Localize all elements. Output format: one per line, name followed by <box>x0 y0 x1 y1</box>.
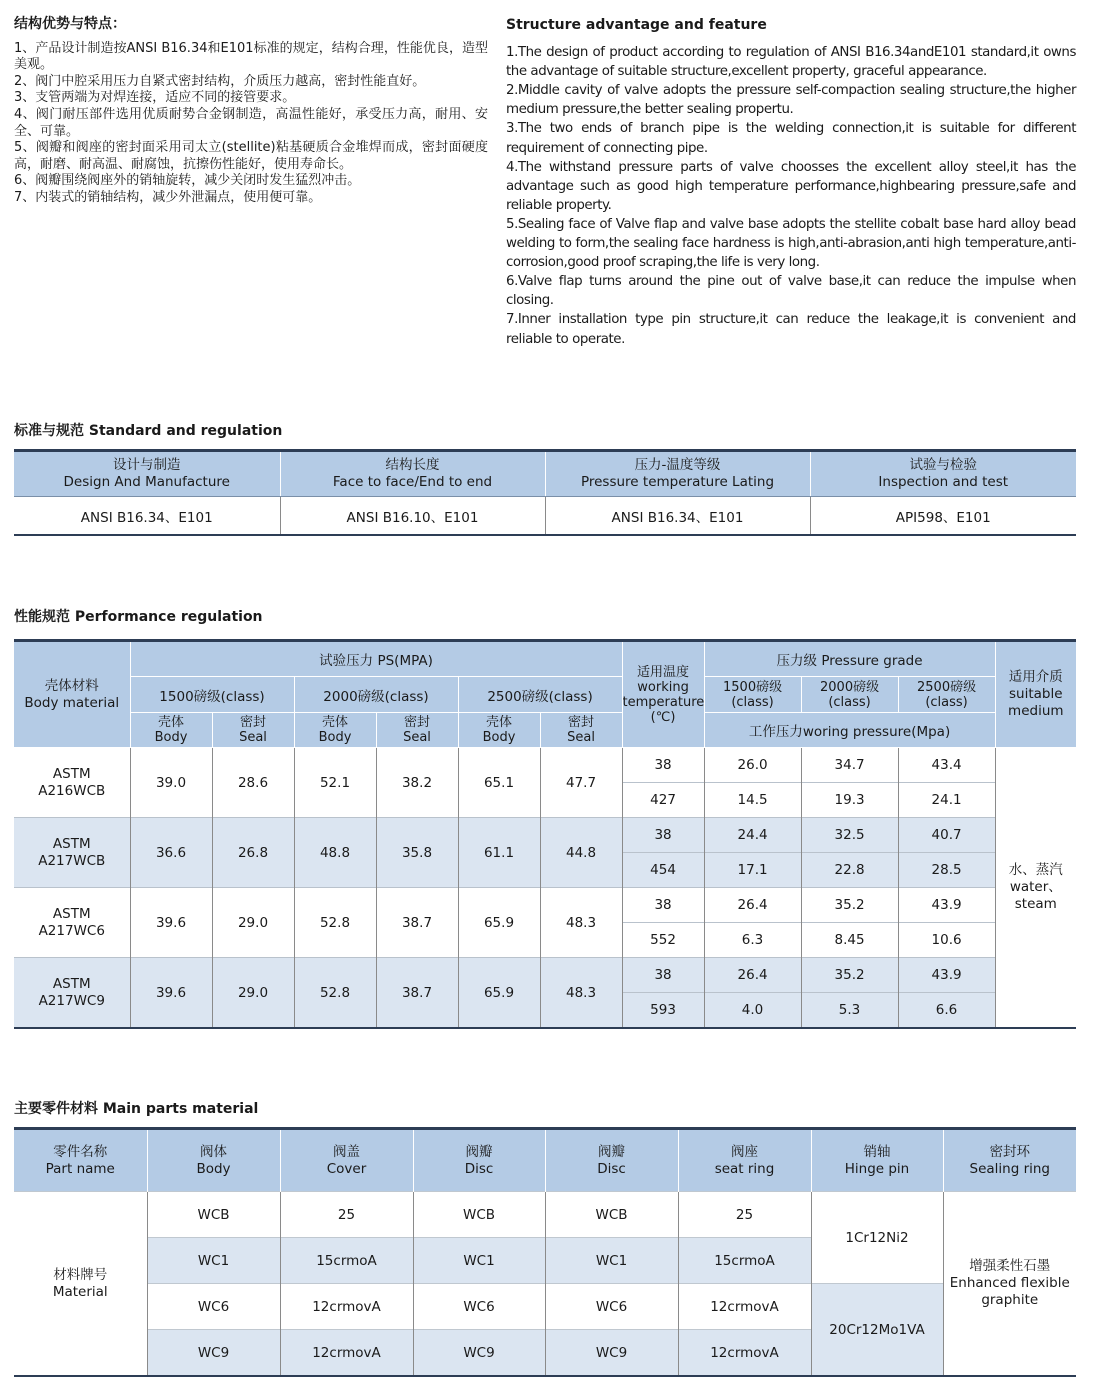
test-value: 39.6 <box>130 888 212 958</box>
pressure-value: 10.6 <box>898 923 995 958</box>
body-material-header: 壳体材料 Body material <box>14 641 130 748</box>
feature-cn-item: 4、阀门耐压部件选用优质耐势合金钢制造，高温性能好，承受压力高，耐用、安全、可靠。 <box>14 106 488 139</box>
feature-en-item: 1.The design of product according to regulation of ANSI B16.34andE101 standard,it owns the advantage of suitable structure,excellent property, graceful appearance. <box>506 45 1076 80</box>
temp-value: 454 <box>622 853 704 888</box>
standard-header-cell: 设计与制造 Design And Manufacture <box>14 451 280 497</box>
test-value: 48.8 <box>294 818 376 888</box>
test-value: 48.3 <box>540 888 622 958</box>
seal-subheader: 密封 Seal <box>540 713 622 748</box>
parts-value: WC6 <box>147 1284 280 1330</box>
pressure-value: 17.1 <box>704 853 801 888</box>
parts-header-cell: 零件名称 Part name <box>45 1143 115 1177</box>
temp-value: 427 <box>622 783 704 818</box>
feature-cn-item: 7、内装式的销轴结构，减少外泄漏点，使用便可靠。 <box>14 189 322 205</box>
parts-value: WC1 <box>545 1238 678 1284</box>
performance-table <box>14 639 1076 1029</box>
features-en <box>506 16 1076 349</box>
standard-value-row <box>14 497 1076 536</box>
temp-value: 38 <box>622 958 704 993</box>
pressure-value: 26.0 <box>704 748 801 783</box>
pressure-value: 24.1 <box>898 783 995 818</box>
sealing-ring-cell: 增强柔性石墨 Enhanced flexible graphite <box>943 1192 1076 1377</box>
feature-en-item: 3.The two ends of branch pipe is the welding connection,it is suitable for different requirement of connecting pipe. <box>506 121 1076 156</box>
body-subheader: 壳体 Body <box>130 713 212 748</box>
standard-header-cell: 压力-温度等级 Pressure temperature Lating <box>545 451 810 497</box>
material-cell: ASTM A217WCB <box>14 818 130 888</box>
seal-subheader: 密封 Seal <box>212 713 294 748</box>
parts-value: 12crmovA <box>280 1284 413 1330</box>
pressure-value: 5.3 <box>801 993 898 1029</box>
parts-value: 12crmovA <box>678 1284 811 1330</box>
test-value: 65.9 <box>458 888 540 958</box>
test-value: 36.6 <box>130 818 212 888</box>
pressure-value: 8.45 <box>801 923 898 958</box>
medium-cell: 水、蒸汽 water、 steam <box>995 748 1076 1029</box>
temp-value: 38 <box>622 888 704 923</box>
pressure-value: 4.0 <box>704 993 801 1029</box>
parts-value: 12crmovA <box>678 1330 811 1377</box>
test-value: 38.2 <box>376 748 458 818</box>
parts-value: WC6 <box>545 1284 678 1330</box>
test-value: 52.1 <box>294 748 376 818</box>
temp-value: 552 <box>622 923 704 958</box>
feature-cn-item: 2、阀门中腔采用压力自紧式密封结构，介质压力越高，密封性能直好。 <box>14 73 426 89</box>
material-cell: ASTM A216WCB <box>14 748 130 818</box>
standard-header-cell: 结构长度 Face to face/End to end <box>280 451 545 497</box>
material-label-cell: 材料牌号 Material <box>14 1192 147 1377</box>
test-value: 44.8 <box>540 818 622 888</box>
parts-value: 25 <box>678 1192 811 1238</box>
body-subheader: 壳体 Body <box>458 713 540 748</box>
class-header: 2000磅级(class) <box>294 677 458 713</box>
pressure-value: 43.9 <box>898 888 995 923</box>
pressure-value: 6.3 <box>704 923 801 958</box>
parts-header-cell: 阀瓣 Disc <box>413 1129 545 1192</box>
parts-value: 25 <box>280 1192 413 1238</box>
parts-section-title: 主要零件材料 Main parts material <box>14 1101 259 1117</box>
test-value: 61.1 <box>458 818 540 888</box>
standard-header-cell: 试验与检验 Inspection and test <box>810 451 1076 497</box>
parts-value: 15crmoA <box>678 1238 811 1284</box>
parts-table <box>14 1127 1076 1377</box>
test-value: 39.6 <box>130 958 212 1029</box>
standard-value-cell: ANSI B16.34、E101 <box>545 497 810 536</box>
parts-value: WC1 <box>147 1238 280 1284</box>
feature-cn-item: 5、阀瓣和阀座的密封面采用司太立(stellite)粘基硬质合金堆焊而成，密封面硬度高，耐磨、耐高温、耐腐蚀，抗擦伤性能好，使用寿命长。 <box>14 140 488 172</box>
pressure-value: 34.7 <box>801 748 898 783</box>
standard-header-row <box>14 451 1076 497</box>
material-cell: ASTM A217WC6 <box>14 888 130 958</box>
parts-value: WCB <box>545 1192 678 1238</box>
pressure-value: 40.7 <box>898 818 995 853</box>
body-subheader: 壳体 Body <box>294 713 376 748</box>
working-pressure-header: 工作压力woring pressure(Mpa) <box>704 713 995 748</box>
parts-value: WCB <box>413 1192 545 1238</box>
test-value: 65.1 <box>458 748 540 818</box>
pressure-grade-header: 压力级 Pressure grade <box>704 641 995 677</box>
class-header: 1500磅级(class) <box>130 677 294 713</box>
test-value: 52.8 <box>294 888 376 958</box>
parts-value: WCB <box>147 1192 280 1238</box>
hinge-pin-cell: 1Cr12Ni2 <box>811 1192 943 1284</box>
parts-value: 12crmovA <box>280 1330 413 1377</box>
parts-value: WC6 <box>413 1284 545 1330</box>
features-cn <box>14 16 488 207</box>
performance-header-row <box>14 713 1076 748</box>
parts-value: 15crmoA <box>280 1238 413 1284</box>
feature-en-item: 4.The withstand pressure parts of valve choosses the excellent alloy steel,it has the advantage such as good high temperature performance,highbearing pressure,safe and reliable property. <box>506 159 1076 213</box>
pressure-value: 35.2 <box>801 958 898 993</box>
pressure-value: 6.6 <box>898 993 995 1029</box>
feature-cn-item: 1、产品设计制造按ANSI B16.34和E101标准的规定，结构合理，性能优良，造型美观。 <box>14 40 488 73</box>
feature-cn-item: 3、支管两端为对焊连接，适应不同的接管要求。 <box>14 90 296 106</box>
test-value: 65.9 <box>458 958 540 1029</box>
material-cell: ASTM A217WC9 <box>14 958 130 1029</box>
performance-header-row <box>14 641 1076 677</box>
table-row <box>14 958 1076 993</box>
parts-header-cell: 阀体 Body <box>147 1129 280 1192</box>
test-value: 48.3 <box>540 958 622 1029</box>
parts-value: WC9 <box>545 1330 678 1377</box>
standard-value-cell: ANSI B16.10、E101 <box>280 497 545 536</box>
pressure-value: 22.8 <box>801 853 898 888</box>
hinge-pin-cell: 20Cr12Mo1VA <box>811 1284 943 1377</box>
table-row <box>14 1192 1076 1238</box>
performance-header-row <box>14 677 1076 713</box>
feature-en-item: 5.Sealing face of Valve flap and valve base adopts the stellite cobalt base hard alloy bead welding to form,the sealing face hardness is high,anti-abrasion,anti high temperature,anti-corrosion,good proof scraping,the life is very long. <box>506 216 1076 271</box>
grade-header: 2500磅级 (class) <box>898 677 995 713</box>
parts-header-cell: 阀盖 Cover <box>280 1129 413 1192</box>
test-value: 29.0 <box>212 888 294 958</box>
test-value: 38.7 <box>376 958 458 1029</box>
test-value: 39.0 <box>130 748 212 818</box>
table-row <box>14 888 1076 923</box>
standard-value-cell: ANSI B16.34、E101 <box>80 509 213 526</box>
feature-en-item: 2.Middle cavity of valve adopts the pressure self-compaction sealing structure,the higher medium pressure,the better sealing propertu. <box>506 83 1076 118</box>
temp-value: 38 <box>622 748 704 783</box>
test-value: 26.8 <box>212 818 294 888</box>
pressure-value: 43.4 <box>898 748 995 783</box>
feature-cn-item: 6、阀瓣围绕阀座外的销轴旋转，减少关闭时发生猛烈冲击。 <box>14 173 361 189</box>
seal-subheader: 密封 Seal <box>376 713 458 748</box>
test-value: 47.7 <box>540 748 622 818</box>
test-value: 28.6 <box>212 748 294 818</box>
class-header: 2500磅级(class) <box>458 677 622 713</box>
pressure-value: 26.4 <box>704 888 801 923</box>
feature-en-item: 7.Inner installation type pin structure,it can reduce the leakage,it is convenient and reliable to operate. <box>506 312 1076 347</box>
parts-header-row <box>14 1129 1076 1192</box>
performance-section-title: 性能规范 Performance regulation <box>14 609 263 625</box>
grade-header: 1500磅级 (class) <box>704 677 801 713</box>
temp-value: 38 <box>622 818 704 853</box>
standard-table <box>14 449 1076 536</box>
grade-header: 2000磅级 (class) <box>801 677 898 713</box>
temperature-header: 适用温度 working temperature (℃) <box>622 641 704 748</box>
parts-value: WC1 <box>413 1238 545 1284</box>
medium-header: 适用介质 suitable medium <box>995 641 1076 748</box>
test-value: 29.0 <box>212 958 294 1029</box>
table-row <box>14 1284 1076 1330</box>
pressure-value: 26.4 <box>704 958 801 993</box>
features-en-title: Structure advantage and feature <box>506 17 767 33</box>
standard-section-title: 标准与规范 Standard and regulation <box>14 423 283 439</box>
pressure-value: 24.4 <box>704 818 801 853</box>
features-cn-title: 结构优势与特点： <box>14 16 126 32</box>
table-row <box>14 748 1076 783</box>
test-pressure-header: 试验压力 PS(MPA) <box>130 641 622 677</box>
parts-header-cell: 阀瓣 Disc <box>545 1129 678 1192</box>
temp-value: 593 <box>622 993 704 1029</box>
test-value: 52.8 <box>294 958 376 1029</box>
test-value: 38.7 <box>376 888 458 958</box>
pressure-value: 35.2 <box>801 888 898 923</box>
pressure-value: 43.9 <box>898 958 995 993</box>
standard-value-cell: API598、E101 <box>810 497 1076 536</box>
parts-header-cell: 阀座 seat ring <box>678 1129 811 1192</box>
pressure-value: 19.3 <box>801 783 898 818</box>
pressure-value: 28.5 <box>898 853 995 888</box>
table-row <box>14 818 1076 853</box>
parts-value: WC9 <box>413 1330 545 1377</box>
parts-header-cell: 密封环 Sealing ring <box>943 1129 1076 1192</box>
parts-header-cell: 销轴 Hinge pin <box>811 1129 943 1192</box>
feature-en-item: 6.Valve flap turns around the pine out of valve base,it can reduce the impulse when closing. <box>506 274 1076 309</box>
pressure-value: 32.5 <box>801 818 898 853</box>
pressure-value: 14.5 <box>704 783 801 818</box>
test-value: 35.8 <box>376 818 458 888</box>
parts-value: WC9 <box>147 1330 280 1377</box>
